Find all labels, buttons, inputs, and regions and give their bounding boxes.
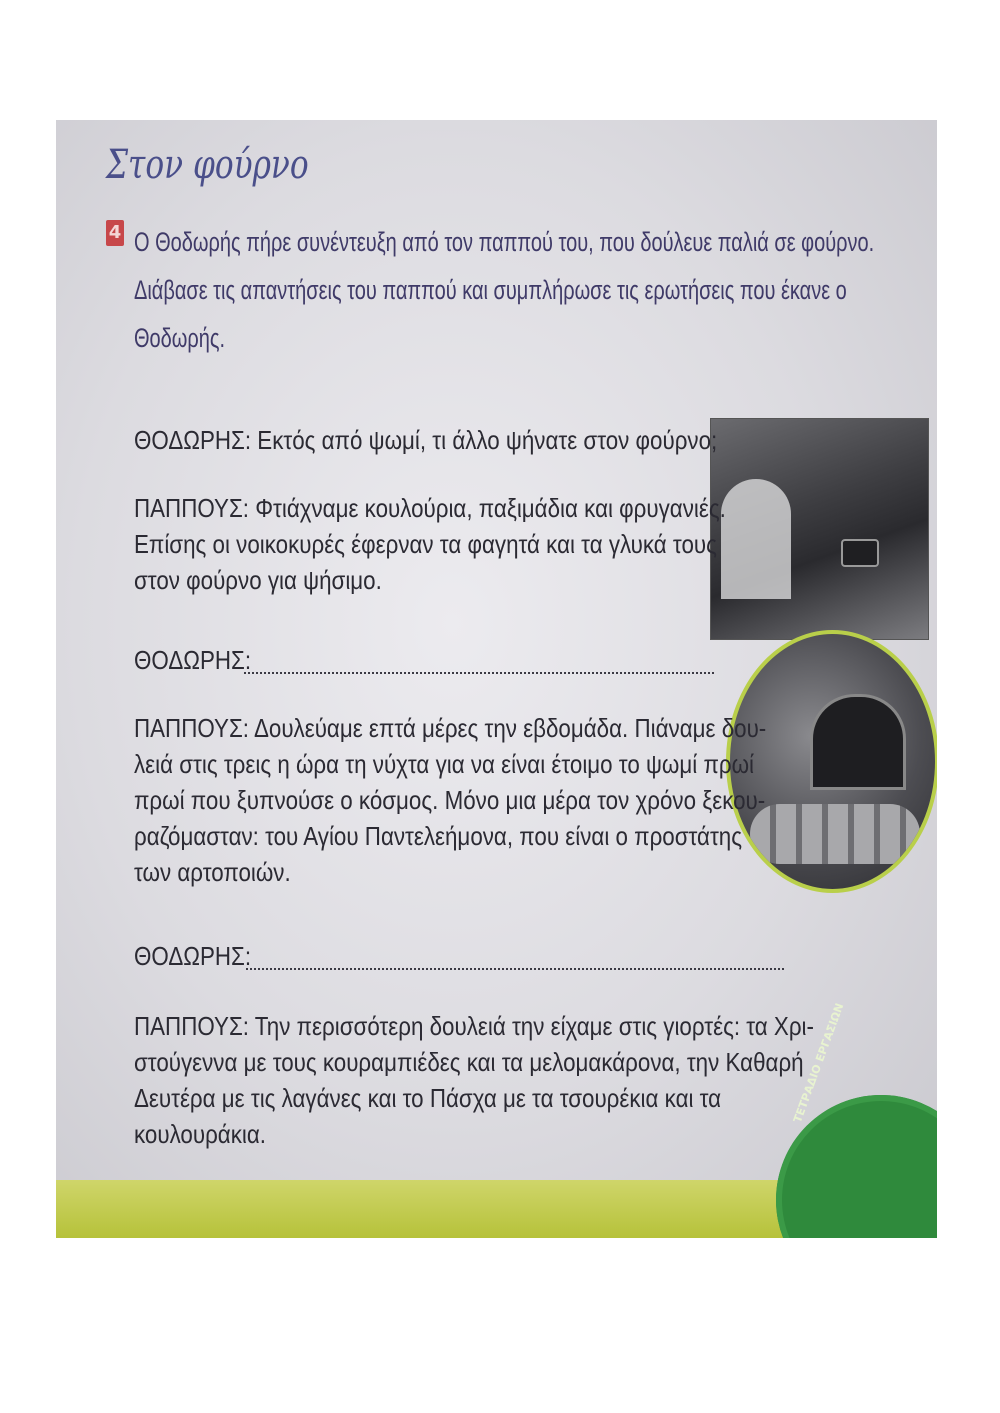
answer-1 <box>134 490 736 598</box>
answer-2-line-2: λειά στις τρεις η ώρα τη νύχτα για να είναι έτοιμο το ψωμί πρωί <box>134 749 755 779</box>
question-1: ΘΟΔΩΡΗΣ: Εκτός από ψωμί, τι άλλο ψήνατε στον φούρνο; <box>134 425 718 455</box>
bakery-oven-photo <box>710 418 929 640</box>
page-title: Στον φούρνο <box>106 142 309 188</box>
answer-3-line-2: στούγεννα με τους κουραμπιέδες και τα μελομακάρονα, την Καθαρή <box>134 1047 804 1077</box>
question-3-label: ΘΟΔΩΡΗΣ: <box>134 941 252 971</box>
answer-2-line-3: πρωί που ξυπνούσε ο κόσμος. Μόνο μια μέρα τον χρόνο ξεκου- <box>134 785 766 815</box>
instruction-line-1: Ο Θοδωρής πήρε συνέντευξη από τον παππού του, που δούλευε παλιά σε φούρνο. <box>134 227 875 257</box>
question-3-answer-line[interactable] <box>246 968 784 970</box>
instructions <box>134 218 918 362</box>
answer-1-line-3: στον φούρνο για ψήσιμο. <box>134 565 382 595</box>
answer-3-line-3: Δευτέρα με τις λαγάνες και το Πάσχα με τα τσουρέκια και τα κουλουράκια. <box>134 1083 722 1149</box>
answer-2-line-4: ραζόμασταν: του Αγίου Παντελεήμονα, που είναι ο προστάτης <box>134 821 743 851</box>
exercise-number-badge: 4 <box>106 220 124 246</box>
answer-1-line-1: ΠΑΠΠΟΥΣ: Φτιάχναμε κουλούρια, παξιμάδια και φρυγανιές. <box>134 493 726 523</box>
answer-1-line-2: Επίσης οι νοικοκυρές έφερναν τα φαγητά και τα γλυκά τους <box>134 529 717 559</box>
answer-2 <box>134 710 788 890</box>
answer-2-line-5: των αρτοποιών. <box>134 857 291 887</box>
instruction-line-2: Διάβασε τις απαντήσεις του παππού και συμπλήρωσε τις ερωτήσεις που έκανε ο Θοδωρής. <box>134 275 847 353</box>
lamp-shape <box>841 539 879 567</box>
question-2-answer-line[interactable] <box>244 672 714 674</box>
workbook-seal-label: ΤΕΤΡΑΔΙΟ ΕΡΓΑΣΙΩΝ <box>791 1001 847 1125</box>
oven-mouth-shape <box>810 694 906 790</box>
answer-3 <box>134 1008 822 1152</box>
question-2-label: ΘΟΔΩΡΗΣ: <box>134 645 252 675</box>
answer-2-line-1: ΠΑΠΠΟΥΣ: Δουλεύαμε επτά μέρες την εβδομάδα. Πιάναμε δου- <box>134 713 767 743</box>
textbook-page-photo <box>56 120 937 1238</box>
answer-3-line-1: ΠΑΠΠΟΥΣ: Την περισσότερη δουλειά την είχαμε στις γιορτές: τα Χρι- <box>134 1011 814 1041</box>
